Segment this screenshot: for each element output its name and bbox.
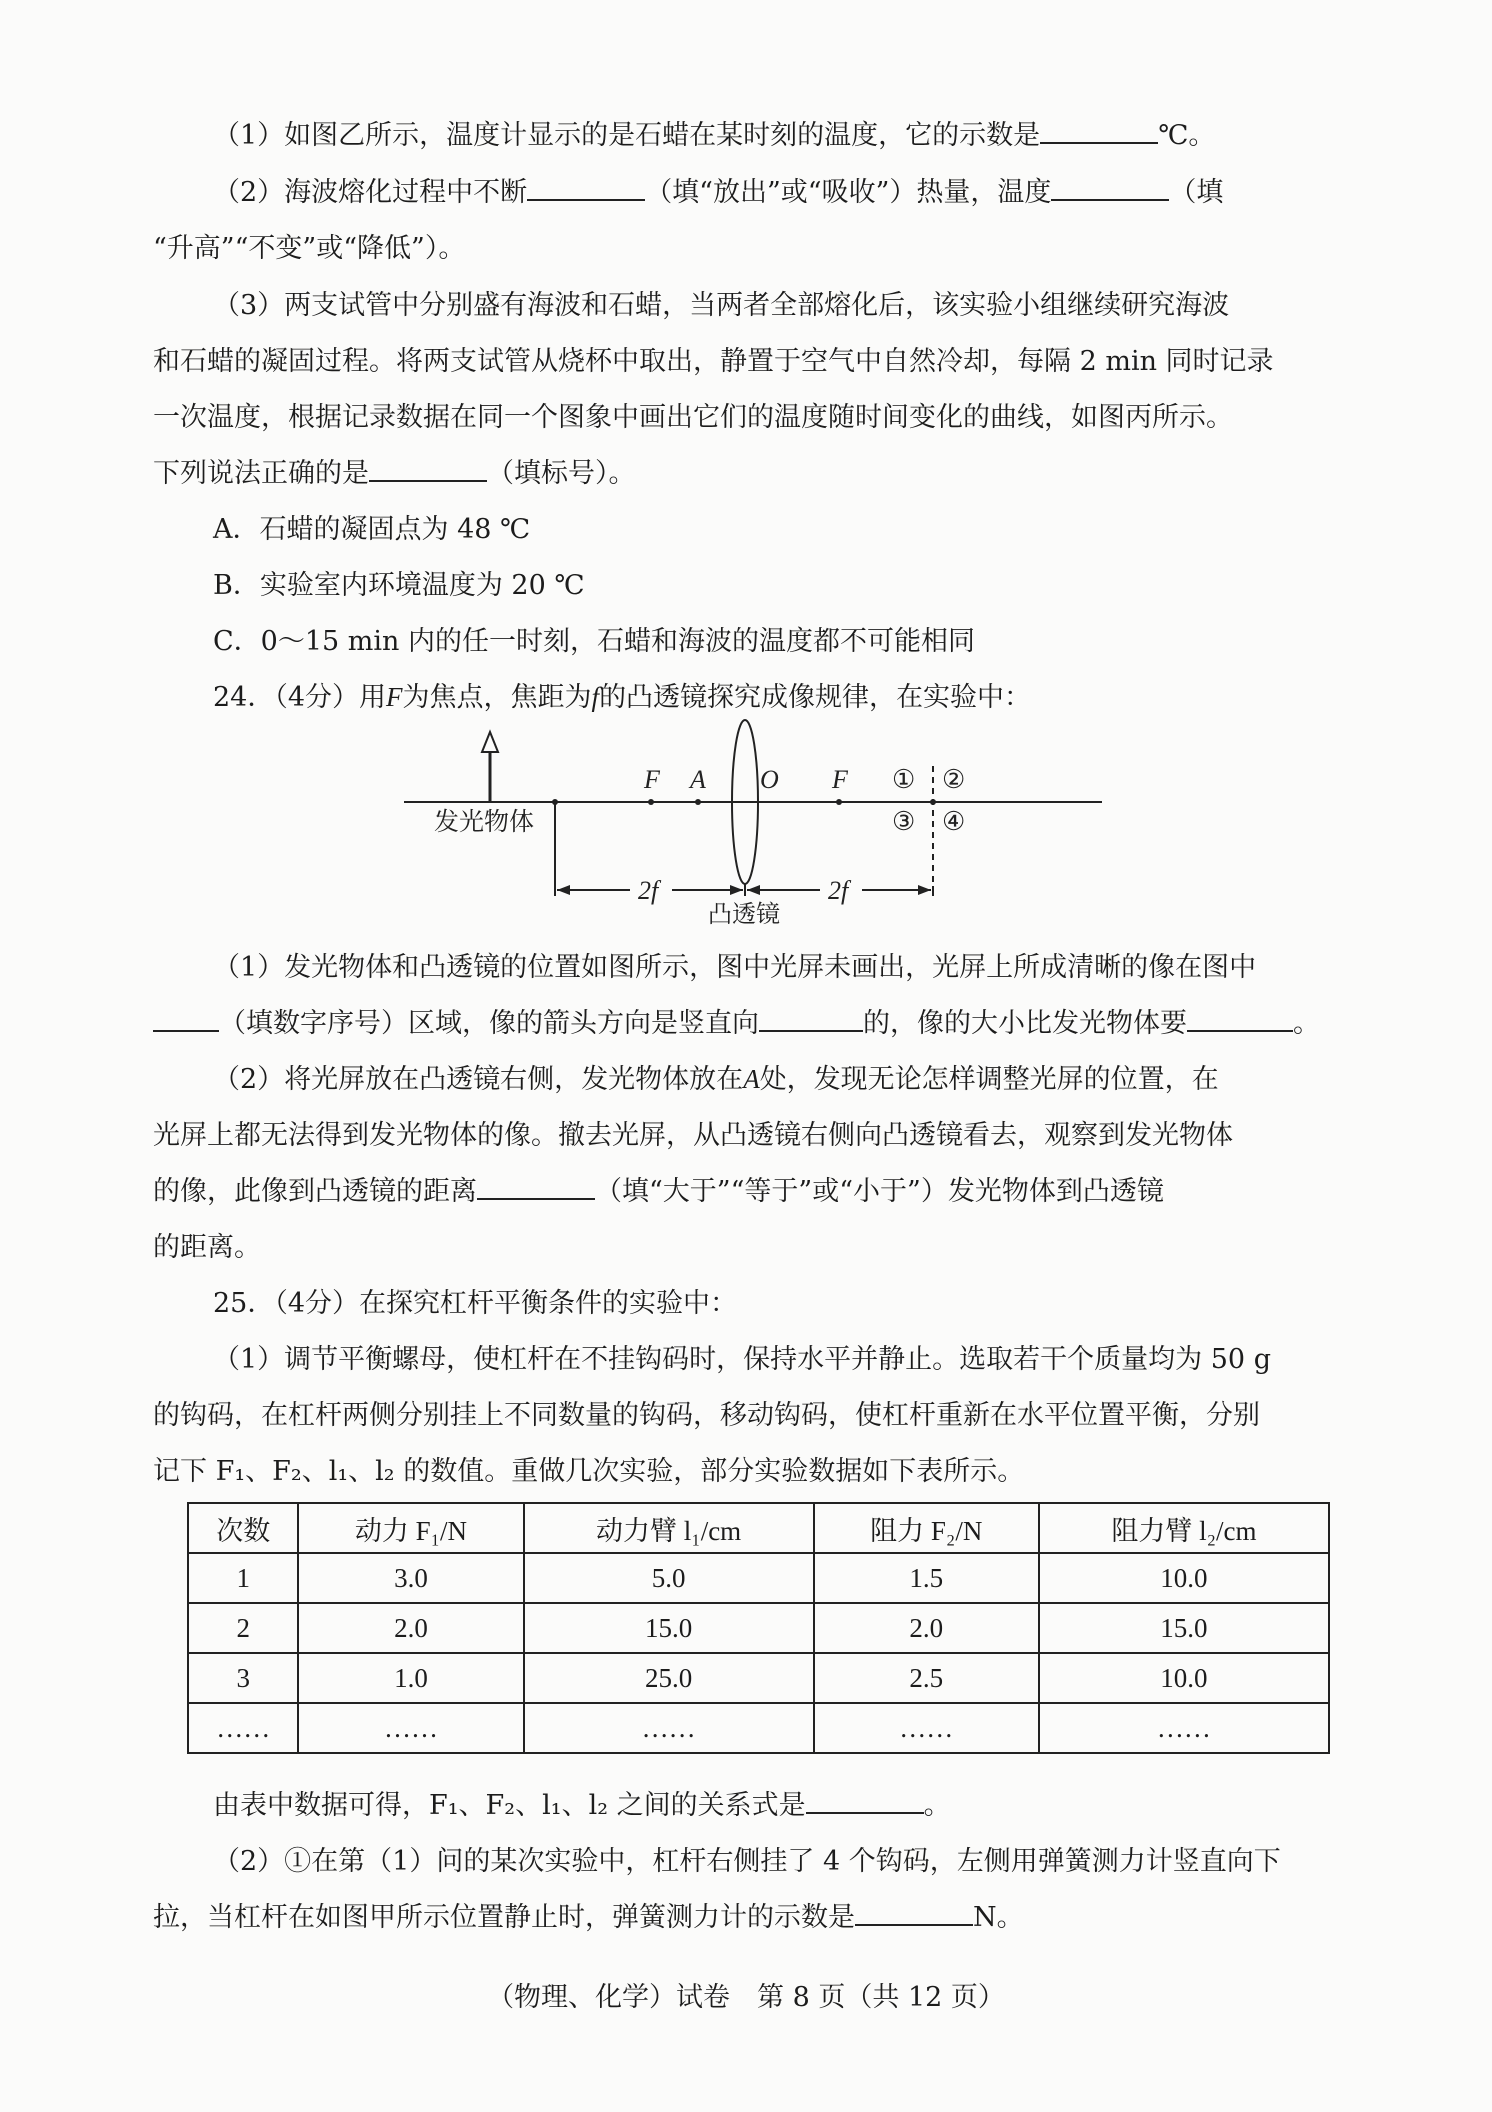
answer-blank[interactable] <box>855 1894 973 1926</box>
answer-blank[interactable] <box>759 1000 863 1032</box>
lens-diagram <box>390 718 1120 928</box>
q25-part1-line1: （1）调节平衡螺母，使杠杆在不挂钩码时，保持水平并静止。选取若干个质量均为 50 g <box>213 1344 1271 1375</box>
table-cell: 2.0 <box>814 1603 1039 1653</box>
table-row <box>188 1653 1329 1703</box>
q24-part1-line1: （1）发光物体和凸透镜的位置如图所示，图中光屏未画出，光屏上所成清晰的像在图中 <box>213 952 1257 983</box>
answer-blank[interactable] <box>369 450 487 482</box>
q23-part3-line1: （3）两支试管中分别盛有海波和石蜡，当两者全部熔化后，该实验小组继续研究海波 <box>213 290 1230 321</box>
axis-point-a <box>695 799 701 805</box>
table-cell: 5.0 <box>524 1553 814 1603</box>
region-1-label: ① <box>892 765 916 794</box>
q25-stem: 25．（4分）在探究杠杆平衡条件的实验中： <box>213 1288 738 1319</box>
table-cell: …… <box>814 1703 1039 1753</box>
q25-part1-line3: 记下 F₁、F₂、l₁、l₂ 的数值。重做几次实验，部分实验数据如下表所示。 <box>153 1456 1025 1487</box>
table-header-row <box>188 1503 1329 1553</box>
table-cell: …… <box>1039 1703 1329 1753</box>
table-cell: 15.0 <box>524 1603 814 1653</box>
page-footer: （物理、化学）试卷 第 8 页（共 12 页） <box>487 1982 1005 2013</box>
table-cell: 3 <box>188 1653 298 1703</box>
table-cell: 1.0 <box>298 1653 523 1703</box>
table-row <box>188 1703 1329 1753</box>
table-cell: 15.0 <box>1039 1603 1329 1653</box>
label-f-left: F <box>644 765 660 794</box>
lever-data-table <box>187 1502 1330 1754</box>
dim-label-right: 2f <box>828 876 849 905</box>
q24-part2-line3: 的像，此像到凸透镜的距离 （填“大于”“等于”或“小于”）发光物体到凸透镜 <box>153 1164 1363 1219</box>
answer-blank[interactable] <box>1040 112 1158 144</box>
table-cell: 2.5 <box>814 1653 1039 1703</box>
answer-blank[interactable] <box>527 169 645 201</box>
table-header: 次数 <box>188 1503 298 1553</box>
object-label: 发光物体 <box>434 807 535 836</box>
q24-stem: 24．（4分）用F为焦点，焦距为f的凸透镜探究成像规律，在实验中： <box>213 682 1032 713</box>
q23-part2-line2: “升高”“不变”或“降低”）。 <box>153 233 466 264</box>
q23-part3-line2: 和石蜡的凝固过程。将两支试管从烧杯中取出，静置于空气中自然冷却，每隔 2 min 同时记录 <box>153 346 1274 377</box>
table-header: 阻力 F₂/N <box>814 1503 1039 1553</box>
table-header: 阻力臂 l₂/cm <box>1039 1503 1329 1553</box>
q24-part2-line4: 的距离。 <box>153 1232 261 1263</box>
q23-option-b: B．实验室内环境温度为 20 ℃ <box>213 570 585 601</box>
table-header: 动力臂 l₁/cm <box>524 1503 814 1553</box>
object-arrow-icon <box>482 732 498 802</box>
region-2-label: ② <box>942 765 966 794</box>
region-4-label: ④ <box>942 807 966 836</box>
table-cell: 2 <box>188 1603 298 1653</box>
q25-relation: 由表中数据可得，F₁、F₂、l₁、l₂ 之间的关系式是 。 <box>213 1778 1363 1833</box>
table-cell: 10.0 <box>1039 1653 1329 1703</box>
q24-part2-line2: 光屏上都无法得到发光物体的像。撤去光屏，从凸透镜右侧向凸透镜看去，观察到发光物体 <box>153 1120 1233 1151</box>
dim-label-left: 2f <box>638 876 659 905</box>
axis-point-f-right <box>836 799 842 805</box>
table-cell: 1 <box>188 1553 298 1603</box>
table-cell: …… <box>298 1703 523 1753</box>
q24-part1-line2: （填数字序号）区域，像的箭头方向是竖直向 的，像的大小比发光物体要 。 <box>153 996 1363 1051</box>
q23-part2: （2）海波熔化过程中不断 （填“放出”或“吸收”）热量，温度 （填 <box>213 165 1363 220</box>
label-o: O <box>760 765 779 794</box>
q23-option-c: C．0～15 min 内的任一时刻，石蜡和海波的温度都不可能相同 <box>213 626 975 657</box>
label-a: A <box>690 765 706 794</box>
table-cell: 1.5 <box>814 1553 1039 1603</box>
lens-label: 凸透镜 <box>708 900 780 928</box>
q25-part2-line2: 拉，当杠杆在如图甲所示位置静止时，弹簧测力计的示数是 N。 <box>153 1890 1363 1945</box>
q23-part3-line4: 下列说法正确的是 （填标号）。 <box>153 446 1363 501</box>
q23-part1: （1）如图乙所示，温度计显示的是石蜡在某时刻的温度，它的示数是 ℃。 <box>213 108 1363 163</box>
table-header: 动力 F₁/N <box>298 1503 523 1553</box>
q25-part2-line1: （2）①在第（1）问的某次实验中，杠杆右侧挂了 4 个钩码，左侧用弹簧测力计竖直向下 <box>213 1846 1281 1877</box>
label-f-right: F <box>832 765 848 794</box>
axis-point-f-left <box>648 799 654 805</box>
q23-part3-line3: 一次温度，根据记录数据在同一个图象中画出它们的温度随时间变化的曲线，如图丙所示。 <box>153 402 1233 433</box>
table-cell: 2.0 <box>298 1603 523 1653</box>
table-row <box>188 1553 1329 1603</box>
table-cell: 3.0 <box>298 1553 523 1603</box>
table-cell: …… <box>524 1703 814 1753</box>
answer-blank[interactable] <box>477 1168 595 1200</box>
table-row <box>188 1603 1329 1653</box>
table-cell: 10.0 <box>1039 1553 1329 1603</box>
q24-part2-line1: （2）将光屏放在凸透镜右侧，发光物体放在A处，发现无论怎样调整光屏的位置，在 <box>213 1064 1219 1095</box>
answer-blank[interactable] <box>153 1000 219 1032</box>
answer-blank[interactable] <box>1051 169 1169 201</box>
answer-blank[interactable] <box>806 1782 924 1814</box>
answer-blank[interactable] <box>1187 1000 1293 1032</box>
table-cell: 25.0 <box>524 1653 814 1703</box>
table-cell: …… <box>188 1703 298 1753</box>
q25-part1-line2: 的钩码，在杠杆两侧分别挂上不同数量的钩码，移动钩码，使杠杆重新在水平位置平衡，分别 <box>153 1400 1260 1431</box>
q23-option-a: A．石蜡的凝固点为 48 ℃ <box>213 514 531 545</box>
region-3-label: ③ <box>892 807 916 836</box>
